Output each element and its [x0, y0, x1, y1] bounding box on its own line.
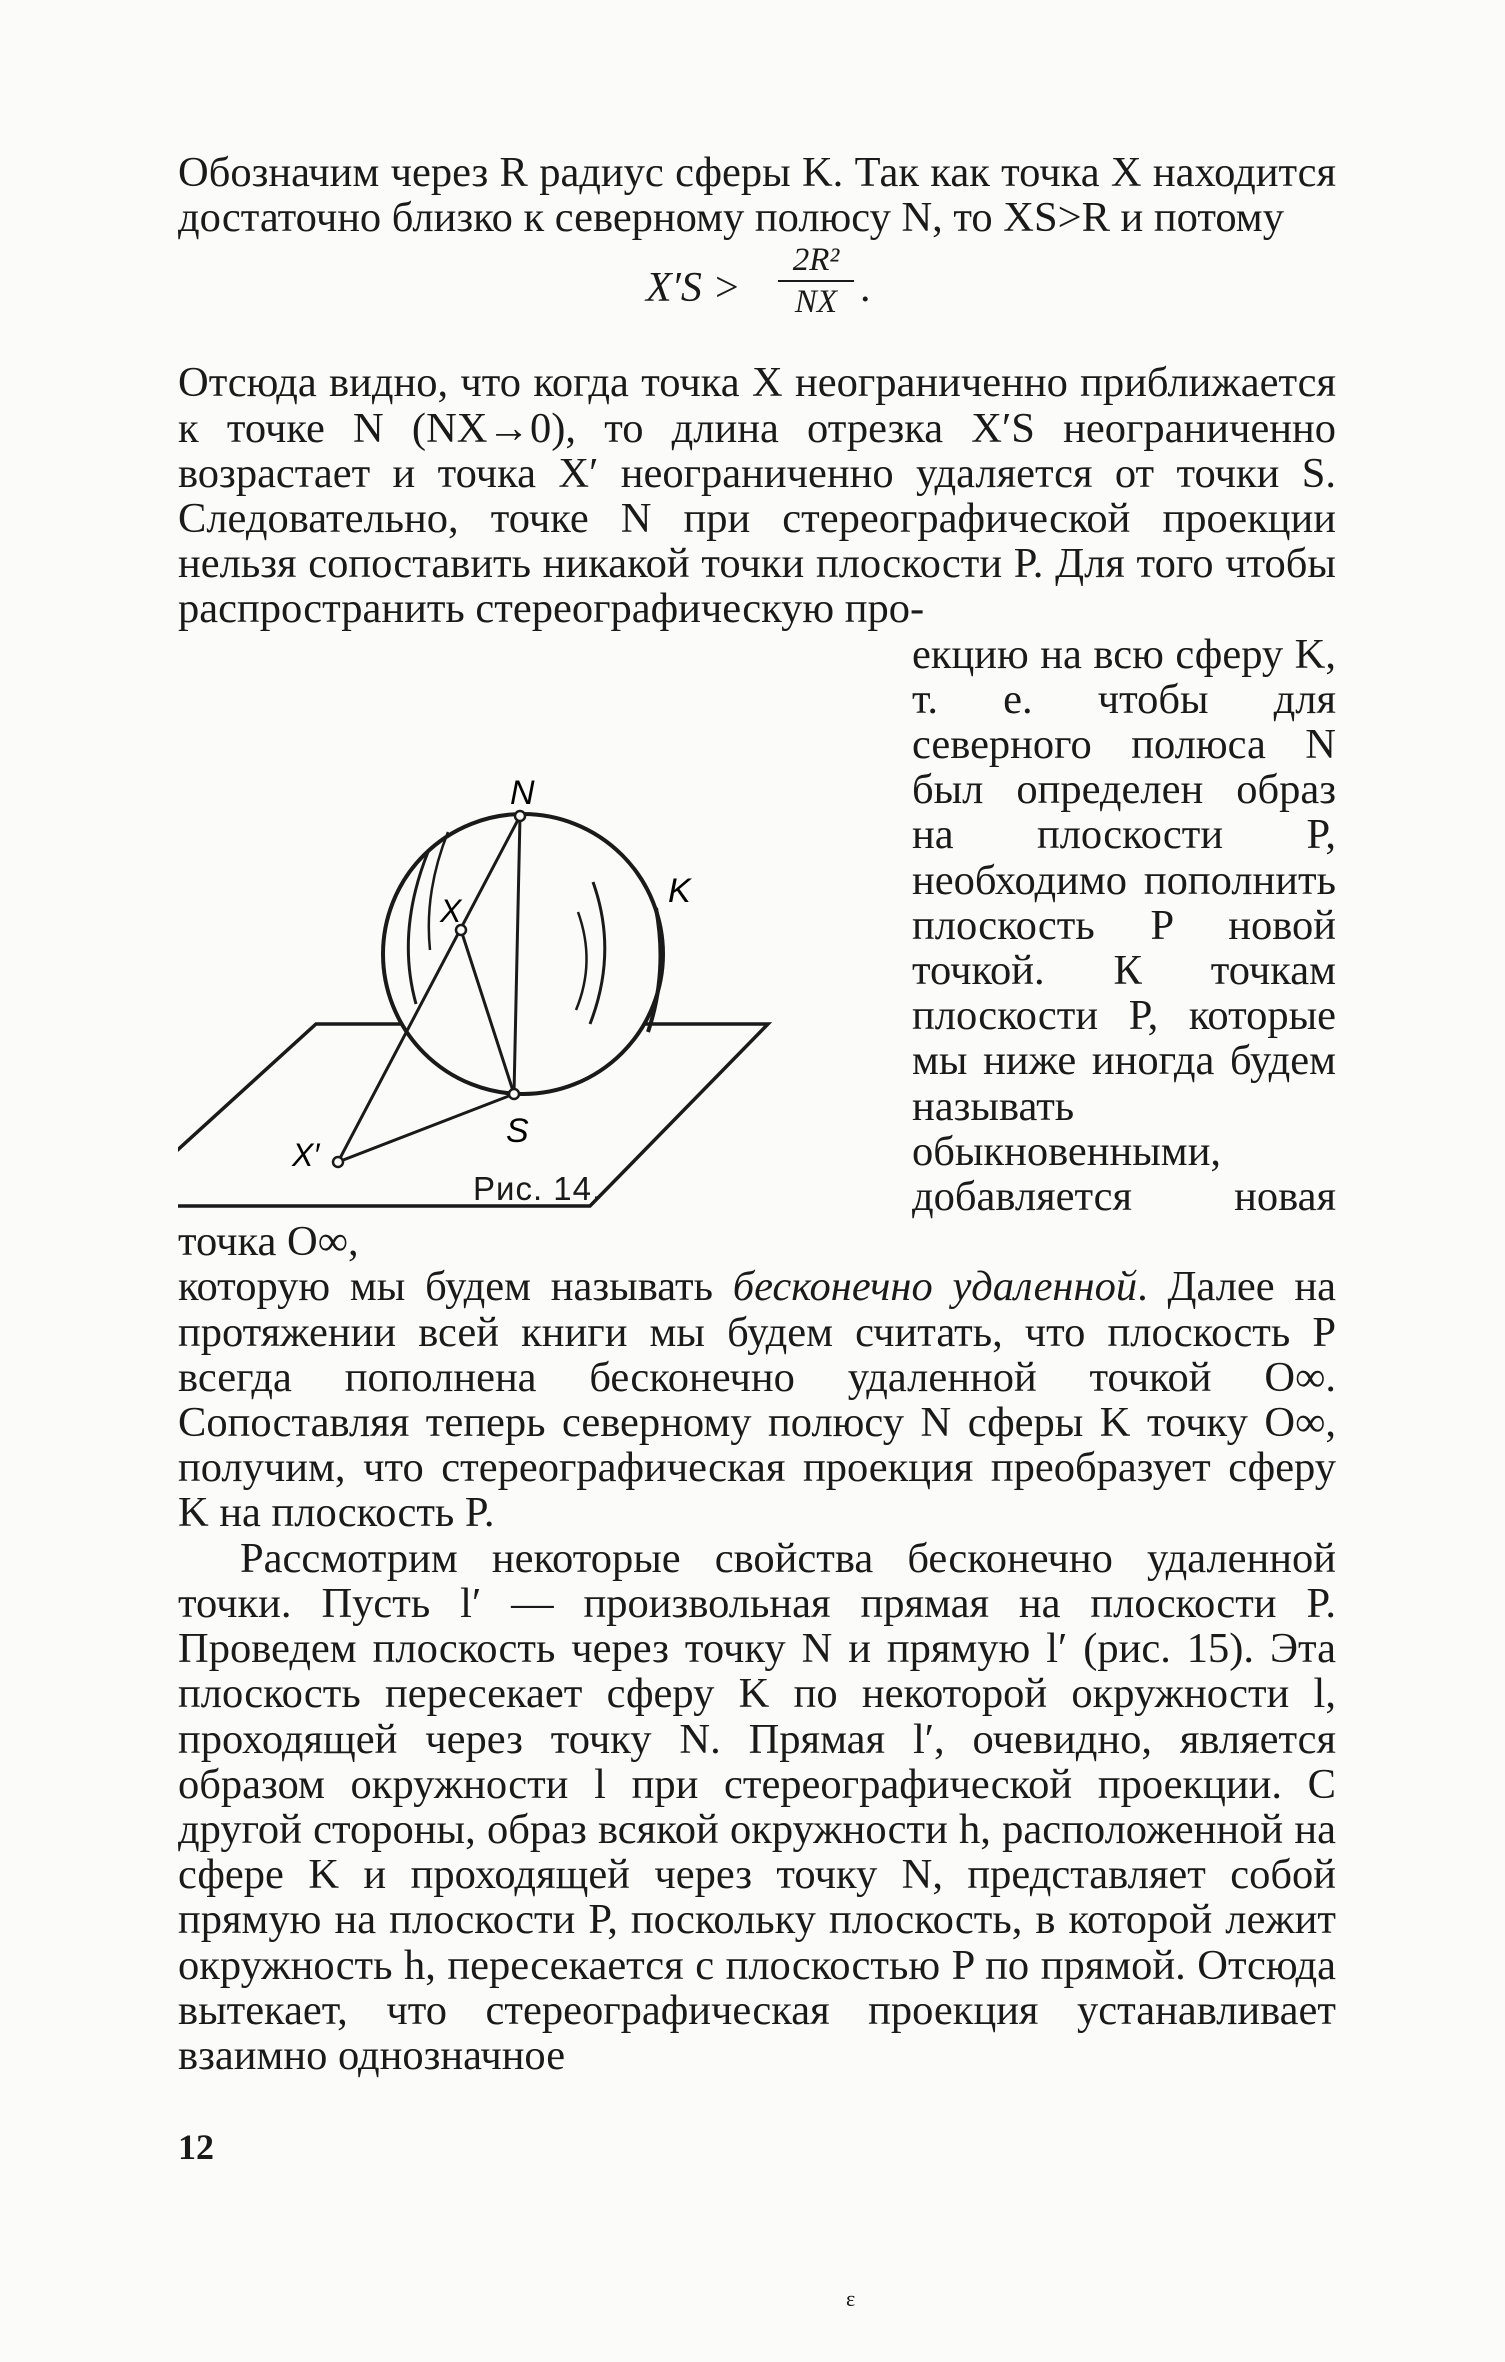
para2-after-end: . Далее на протяжении всей книги мы будем считать, что плоскость P всегда пополнена бесконечно удаленной точкой O∞. Сопоставляя теперь северному полюсу N сферы K точку O∞, получим, что стереографическая проекция преобразует сферу K на плоскость P.: [178, 1263, 1336, 1537]
label-x: X: [440, 892, 462, 929]
para2-after-start: которую мы будем называть: [178, 1263, 733, 1311]
formula-dot: .: [860, 265, 871, 312]
formula-fraction: [778, 240, 854, 322]
formula-xprime-s: [178, 240, 1336, 360]
paragraph-2-end: [178, 1264, 1336, 1535]
point-xprime: [333, 1157, 343, 1167]
formula-lhs: X′S >: [646, 265, 741, 312]
paragraph-2-wrap: екцию на всю сферу K, т. е. чтобы для северного полюса N был определен образ на плоскости P, необходимо пополнить плоскость P новой точкой. К точкам плоскости P, которые мы ниже иногда будем называть обыкновенными, добавляется новая точка O∞,: [178, 630, 1336, 1266]
point-n: [515, 811, 525, 821]
figure-wrap: [178, 632, 1336, 1265]
stereographic-projection-diagram: [178, 632, 898, 1208]
formula-denominator: NX: [794, 284, 838, 321]
point-s: [509, 1089, 519, 1099]
line-xprime-s: [338, 1094, 514, 1162]
term-infinitely-distant: бесконечно удаленной: [732, 1263, 1138, 1311]
bottom-mark: ɛ: [846, 2286, 856, 2311]
label-k: K: [668, 871, 691, 910]
page-number: 12: [178, 2127, 214, 2167]
label-n: N: [510, 773, 535, 812]
page-body: [178, 150, 1336, 2078]
figure-14: [178, 632, 898, 1208]
formula-numerator: 2R²: [792, 242, 840, 279]
paragraph-2-start: Отсюда видно, что когда точка X неограниченно приближается к точке N (NX→0), то длина отрезка X′S неограниченно возрастает и точка X′ неограниченно удаляется от точки S. Следовательно, точке N при стереографической проекции нельзя сопоставить никакой точки плоскости P. Для того чтобы распространить стереографическую про-: [178, 359, 1336, 633]
figure-caption: Рис. 14.: [473, 1169, 603, 1207]
paragraph-1: Обозначим через R радиус сферы K. Так как точка X находится достаточно близко к северному полюсу N, то XS>R и потому: [178, 149, 1336, 242]
paragraph-3: Рассмотрим некоторые свойства бесконечно удаленной точки. Пусть l′ — произвольная прямая на плоскости P. Проведем плоскость через точку N и прямую l′ (рис. 15). Эта плоскость пересекает сферу K по некоторой окружности l, проходящей через точку N. Прямая l′, очевидно, является образом окружности l при стереографической проекции. С другой стороны, образ всякой окружности h, расположенной на сфере K и проходящей через точку N, представляет собой прямую на плоскости P, поскольку плоскость, в которой лежит окружность h, пересекается с плоскостью P по прямой. Отсюда вытекает, что стереографическая проекция устанавливает взаимно однозначное: [178, 1534, 1336, 2079]
label-s: S: [506, 1111, 529, 1150]
label-xprime: X′: [292, 1136, 320, 1173]
